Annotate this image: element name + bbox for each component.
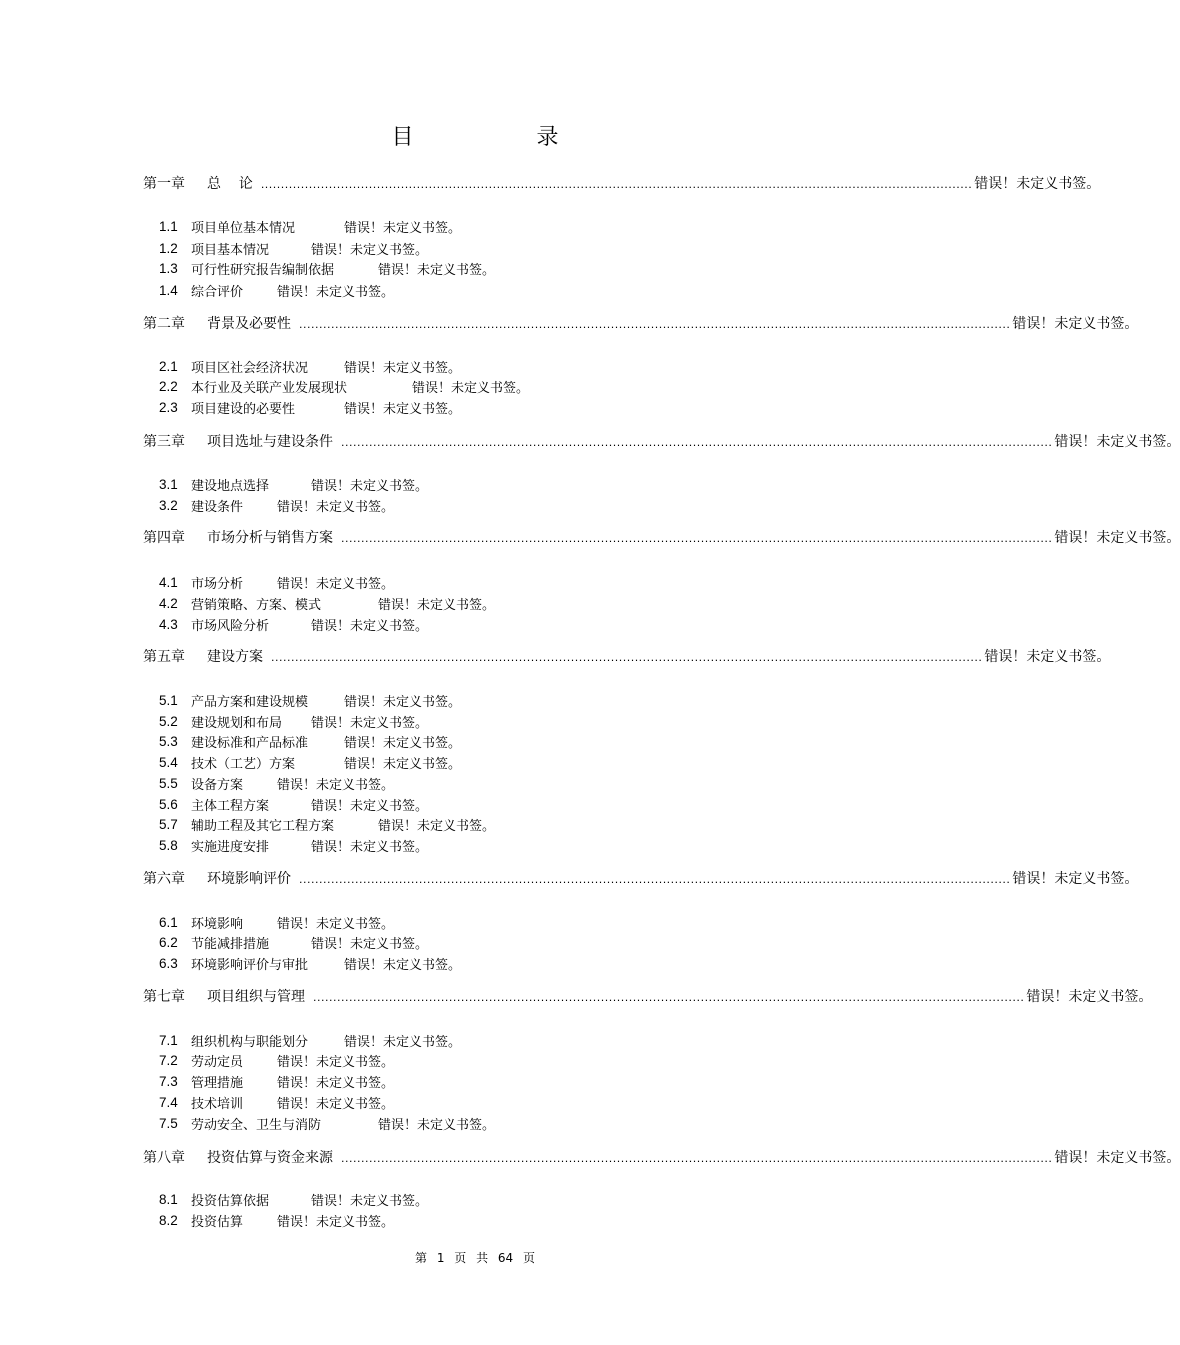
page-reference-error: 错误！未定义书签。: [1054, 1150, 1180, 1166]
page-reference-error: 错误！未定义书签。: [1054, 530, 1180, 546]
section-title: 环境影响: [191, 916, 244, 932]
page-reference-error: 错误！未定义书签。: [311, 839, 429, 855]
dot-leader: ..................................................................................................................................................................................: [341, 1152, 1053, 1165]
page-reference-error: 错误！未定义书签。: [277, 777, 395, 793]
section-title: 主体工程方案: [191, 798, 270, 814]
page-reference-error: 错误！未定义书签。: [311, 1193, 429, 1209]
toc-chapter-entry[interactable]: [143, 171, 1101, 193]
section-number: 7.4: [159, 1094, 178, 1110]
section-title: 建设规划和布局: [191, 715, 283, 731]
page-reference-error: 错误！未定义书签。: [378, 1117, 496, 1133]
chapter-number: 第八章: [143, 1150, 185, 1166]
section-title: 环境影响评价与审批: [191, 957, 309, 973]
toc-section-entry[interactable]: [159, 835, 429, 855]
section-title: 建设地点选择: [191, 478, 270, 494]
page-reference-error: 错误！未定义书签。: [412, 380, 530, 396]
toc-section-entry[interactable]: [159, 1030, 462, 1050]
page-reference-error: 错误！未定义书签。: [311, 715, 429, 731]
chapter-number: 第一章: [143, 176, 185, 192]
section-number: 1.2: [159, 240, 178, 256]
section-title: 市场分析: [191, 576, 244, 592]
page-reference-error: 错误！未定义书签。: [277, 916, 395, 932]
section-number: 7.1: [159, 1032, 178, 1048]
page-reference-error: 错误！未定义书签。: [277, 284, 395, 300]
toc-section-entry[interactable]: [159, 397, 462, 417]
section-title: 综合评价: [191, 284, 244, 300]
chapter-number: 第五章: [143, 649, 185, 665]
section-title: 项目建设的必要性: [191, 401, 296, 417]
page-reference-error: 错误！未定义书签。: [311, 936, 429, 952]
section-title: 产品方案和建设规模: [191, 694, 309, 710]
section-title: 辅助工程及其它工程方案: [191, 818, 335, 834]
section-title: 可行性研究报告编制依据: [191, 262, 335, 278]
page-reference-error: 错误！未定义书签。: [311, 798, 429, 814]
toc-section-entry[interactable]: [159, 1113, 496, 1133]
section-title: 实施进度安排: [191, 839, 270, 855]
page-reference-error: 错误！未定义书签。: [378, 818, 496, 834]
toc-section-entry[interactable]: [159, 376, 530, 396]
toc-section-entry[interactable]: [159, 794, 429, 814]
toc-section-entry[interactable]: [159, 572, 395, 592]
toc-section-entry[interactable]: [159, 814, 496, 834]
toc-section-entry[interactable]: [159, 495, 395, 515]
section-number: 8.1: [159, 1191, 178, 1207]
toc-section-entry[interactable]: [159, 356, 462, 376]
page-reference-error: 错误！未定义书签。: [344, 360, 462, 376]
page-reference-error: 错误！未定义书签。: [344, 735, 462, 751]
section-number: 4.3: [159, 616, 178, 632]
page-reference-error: 错误！未定义书签。: [277, 1096, 395, 1112]
chapter-title: 总 论: [207, 176, 253, 192]
page-footer: 第 1 页 共 64 页: [415, 1251, 535, 1265]
toc-chapter-entry[interactable]: [143, 311, 1139, 333]
section-number: 5.8: [159, 837, 178, 853]
section-number: 5.4: [159, 754, 178, 770]
chapter-title: 建设方案: [207, 649, 263, 665]
section-title: 项目区社会经济状况: [191, 360, 309, 376]
section-title: 投资估算依据: [191, 1193, 270, 1209]
toc-section-entry[interactable]: [159, 773, 395, 793]
page-reference-error: 错误！未定义书签。: [277, 576, 395, 592]
section-title: 投资估算: [191, 1214, 244, 1230]
toc-section-entry[interactable]: [159, 593, 496, 613]
toc-section-entry[interactable]: [159, 280, 395, 300]
chapter-title: 背景及必要性: [207, 316, 291, 332]
toc-section-entry[interactable]: [159, 614, 429, 634]
page-reference-error: 错误！未定义书签。: [277, 1054, 395, 1070]
section-number: 2.1: [159, 358, 178, 374]
section-number: 5.5: [159, 775, 178, 791]
page-reference-error: 错误！未定义书签。: [984, 649, 1111, 665]
toc-section-entry[interactable]: [159, 752, 462, 772]
toc-chapter-entry[interactable]: [143, 525, 1180, 547]
toc-chapter-entry[interactable]: [143, 866, 1139, 888]
chapter-title: 市场分析与销售方案: [207, 530, 333, 546]
page-reference-error: 错误！未定义书签。: [344, 401, 462, 417]
toc-section-entry[interactable]: [159, 1189, 429, 1209]
section-number: 5.3: [159, 733, 178, 749]
section-title: 市场风险分析: [191, 618, 270, 634]
section-title: 建设标准和产品标准: [191, 735, 309, 751]
dot-leader: ..................................................................................................................................................................................: [299, 873, 1011, 886]
section-title: 营销策略、方案、模式: [191, 597, 322, 613]
section-number: 7.5: [159, 1115, 178, 1131]
page-reference-error: 错误！未定义书签。: [344, 694, 462, 710]
section-title: 管理措施: [191, 1075, 244, 1091]
chapter-number: 第七章: [143, 989, 185, 1005]
section-number: 6.3: [159, 955, 178, 971]
section-number: 1.4: [159, 282, 178, 298]
section-number: 4.2: [159, 595, 178, 611]
toc-section-entry[interactable]: [159, 932, 429, 952]
section-number: 2.2: [159, 378, 178, 394]
section-number: 4.1: [159, 574, 178, 590]
page-reference-error: 错误！未定义书签。: [344, 957, 462, 973]
dot-leader: ..................................................................................................................................................................................: [260, 178, 973, 191]
chapter-title: 项目组织与管理: [207, 989, 305, 1005]
page-reference-error: 错误！未定义书签。: [344, 1034, 462, 1050]
section-number: 5.7: [159, 816, 178, 832]
page-reference-error: 错误！未定义书签。: [378, 262, 496, 278]
toc-chapter-entry[interactable]: [143, 429, 1180, 451]
section-title: 项目基本情况: [191, 242, 270, 258]
page-reference-error: 错误！未定义书签。: [1012, 316, 1139, 332]
dot-leader: ..................................................................................................................................................................................: [271, 651, 983, 664]
section-number: 5.1: [159, 692, 178, 708]
section-number: 3.2: [159, 497, 178, 513]
section-number: 3.1: [159, 476, 178, 492]
toc-section-entry[interactable]: [159, 912, 395, 932]
dot-leader: ..................................................................................................................................................................................: [341, 532, 1053, 545]
section-number: 1.1: [159, 218, 178, 234]
page-reference-error: 错误！未定义书签。: [311, 618, 429, 634]
toc-section-entry[interactable]: [159, 258, 496, 278]
toc-section-entry[interactable]: [159, 711, 429, 731]
chapter-number: 第四章: [143, 530, 185, 546]
section-number: 6.2: [159, 934, 178, 950]
toc-chapter-entry[interactable]: [143, 644, 1111, 666]
section-title: 组织机构与职能划分: [191, 1034, 309, 1050]
page-reference-error: 错误！未定义书签。: [277, 499, 395, 515]
section-title: 节能减排措施: [191, 936, 270, 952]
toc-section-entry[interactable]: [159, 238, 429, 258]
section-number: 8.2: [159, 1212, 178, 1228]
chapter-number: 第二章: [143, 316, 185, 332]
toc-section-entry[interactable]: [159, 474, 429, 494]
toc-section-entry[interactable]: [159, 690, 462, 710]
section-number: 6.1: [159, 914, 178, 930]
chapter-number: 第六章: [143, 871, 185, 887]
dot-leader: ..................................................................................................................................................................................: [341, 436, 1053, 449]
section-number: 5.2: [159, 713, 178, 729]
section-title: 技术（工艺）方案: [191, 756, 296, 772]
page-reference-error: 错误！未定义书签。: [344, 756, 462, 772]
page-reference-error: 错误！未定义书签。: [974, 176, 1101, 192]
toc-chapter-entry[interactable]: [143, 1145, 1180, 1167]
section-number: 7.3: [159, 1073, 178, 1089]
page-reference-error: 错误！未定义书签。: [1026, 989, 1153, 1005]
toc-chapter-entry[interactable]: [143, 984, 1153, 1006]
chapter-title: 环境影响评价: [207, 871, 291, 887]
section-title: 技术培训: [191, 1096, 244, 1112]
chapter-title: 投资估算与资金来源: [207, 1150, 333, 1166]
toc-section-entry[interactable]: [159, 1071, 395, 1091]
toc-section-entry[interactable]: [159, 731, 462, 751]
section-title: 劳动安全、卫生与消防: [191, 1117, 322, 1133]
page-reference-error: 错误！未定义书签。: [311, 478, 429, 494]
section-title: 劳动定员: [191, 1054, 244, 1070]
chapter-number: 第三章: [143, 434, 185, 450]
toc-section-entry[interactable]: [159, 216, 462, 236]
section-number: 5.6: [159, 796, 178, 812]
section-title: 设备方案: [191, 777, 244, 793]
page-reference-error: 错误！未定义书签。: [1012, 871, 1139, 887]
dot-leader: ..................................................................................................................................................................................: [299, 318, 1011, 331]
section-number: 2.3: [159, 399, 178, 415]
toc-section-entry[interactable]: [159, 1050, 395, 1070]
section-number: 7.2: [159, 1052, 178, 1068]
dot-leader: ..................................................................................................................................................................................: [313, 991, 1025, 1004]
chapter-title: 项目选址与建设条件: [207, 434, 333, 450]
section-number: 1.3: [159, 260, 178, 276]
page-reference-error: 错误！未定义书签。: [378, 597, 496, 613]
page-reference-error: 错误！未定义书签。: [277, 1075, 395, 1091]
section-title: 本行业及关联产业发展现状: [191, 380, 348, 396]
page-reference-error: 错误！未定义书签。: [1054, 434, 1180, 450]
page-reference-error: 错误！未定义书签。: [277, 1214, 395, 1230]
page-title: 目 录: [391, 125, 617, 150]
page-reference-error: 错误！未定义书签。: [344, 220, 462, 236]
page-reference-error: 错误！未定义书签。: [311, 242, 429, 258]
toc-section-entry[interactable]: [159, 1210, 395, 1230]
section-title: 项目单位基本情况: [191, 220, 296, 236]
toc-section-entry[interactable]: [159, 1092, 395, 1112]
section-title: 建设条件: [191, 499, 244, 515]
toc-section-entry[interactable]: [159, 953, 462, 973]
